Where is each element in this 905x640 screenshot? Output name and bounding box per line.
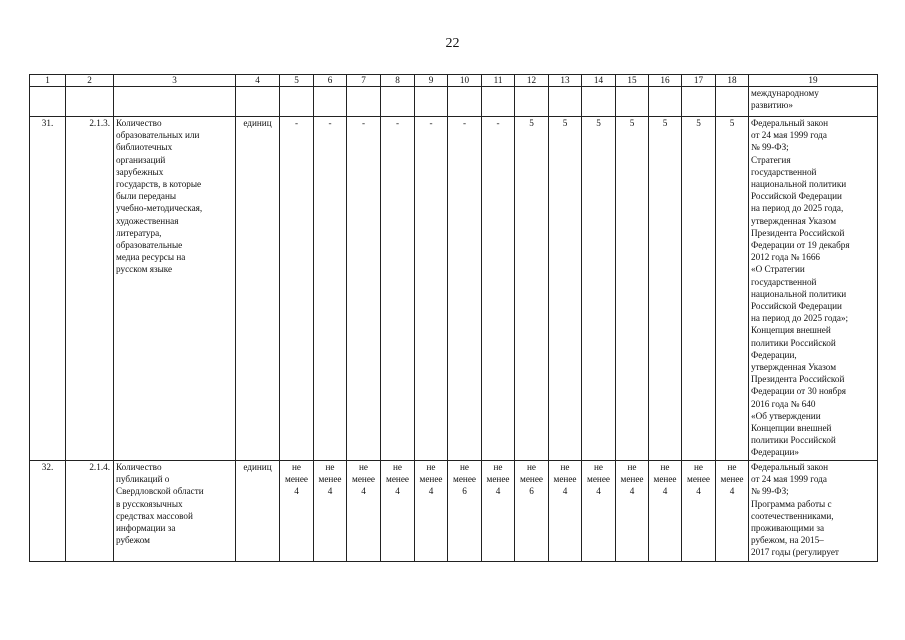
- column-header-6: 6: [314, 75, 347, 87]
- value-cell: не менее 4: [616, 461, 649, 562]
- value-cell: -: [415, 117, 448, 461]
- unit-cell: единиц: [236, 461, 280, 562]
- value-cell: не менее 4: [482, 461, 515, 562]
- column-number-row: [30, 75, 878, 87]
- column-header-2: 2: [66, 75, 114, 87]
- value-cell: не менее 6: [515, 461, 549, 562]
- table-row: [30, 117, 878, 461]
- basis-cell: международному развитию»: [749, 87, 878, 117]
- column-header-14: 14: [582, 75, 616, 87]
- value-cell: не менее 4: [582, 461, 616, 562]
- indicator-cell: Количество публикаций о Свердловской области в русскоязычных средствах массовой информации за рубежом: [114, 461, 236, 562]
- value-cell: 5: [616, 117, 649, 461]
- value-cell: 5: [515, 117, 549, 461]
- code-cell: 2.1.3.: [66, 117, 114, 461]
- basis-cell: Федеральный закон от 24 мая 1999 года № 99-ФЗ; Стратегия государственной национальной политики Российской Федерации на период до 2025 года, утвержденная Указом Президента Российской Федерации от 19 декабря 2012 года № 1666 «О Стратегии государственной национальной политики Российской Федерации на период до 2025 года»; Концепция внешней политики Российской Федерации, утвержденная Указом Президента Российской Федерации от 30 ноября 2016 года № 640 «Об утверждении Концепции внешней политики Российской Федерации»: [749, 117, 878, 461]
- unit-cell: единиц: [236, 117, 280, 461]
- column-header-5: 5: [280, 75, 314, 87]
- page-number: 22: [445, 36, 460, 51]
- value-cell: -: [280, 117, 314, 461]
- column-header-15: 15: [616, 75, 649, 87]
- column-header-11: 11: [482, 75, 515, 87]
- value-cell: 5: [682, 117, 716, 461]
- row-number-cell: 31.: [30, 117, 66, 461]
- value-cell: не менее 4: [549, 461, 582, 562]
- column-header-17: 17: [682, 75, 716, 87]
- value-cell: не менее 4: [415, 461, 448, 562]
- column-header-8: 8: [381, 75, 415, 87]
- value-cell: не менее 4: [649, 461, 682, 562]
- value-cell: не менее 4: [716, 461, 749, 562]
- column-header-16: 16: [649, 75, 682, 87]
- value-cell: не менее 4: [314, 461, 347, 562]
- table-row: [30, 461, 878, 562]
- column-header-18: 18: [716, 75, 749, 87]
- value-cell: -: [314, 117, 347, 461]
- indicator-cell: Количество образовательных или библиотечных организаций зарубежных государств, в которые были переданы учебно-методическая, художественная литература, образовательные медиа ресурсы на русском языке: [114, 117, 236, 461]
- value-cell: -: [347, 117, 381, 461]
- value-cell: 5: [549, 117, 582, 461]
- continuation-row: [30, 87, 878, 117]
- value-cell: не менее 4: [347, 461, 381, 562]
- column-header-9: 9: [415, 75, 448, 87]
- column-header-19: 19: [749, 75, 878, 87]
- value-cell: не менее 6: [448, 461, 482, 562]
- column-header-3: 3: [114, 75, 236, 87]
- code-cell: 2.1.4.: [66, 461, 114, 562]
- column-header-7: 7: [347, 75, 381, 87]
- column-header-4: 4: [236, 75, 280, 87]
- column-header-12: 12: [515, 75, 549, 87]
- value-cell: 5: [716, 117, 749, 461]
- value-cell: не менее 4: [682, 461, 716, 562]
- value-cell: -: [381, 117, 415, 461]
- value-cell: 5: [649, 117, 682, 461]
- indicators-table: [29, 74, 878, 562]
- basis-cell: Федеральный закон от 24 мая 1999 года № 99-ФЗ; Программа работы с соотечественниками, проживающими за рубежом, на 2015– 2017 годы (регулирует: [749, 461, 878, 562]
- column-header-13: 13: [549, 75, 582, 87]
- column-header-10: 10: [448, 75, 482, 87]
- value-cell: 5: [582, 117, 616, 461]
- value-cell: не менее 4: [280, 461, 314, 562]
- value-cell: не менее 4: [381, 461, 415, 562]
- column-header-1: 1: [30, 75, 66, 87]
- value-cell: -: [482, 117, 515, 461]
- row-number-cell: 32.: [30, 461, 66, 562]
- value-cell: -: [448, 117, 482, 461]
